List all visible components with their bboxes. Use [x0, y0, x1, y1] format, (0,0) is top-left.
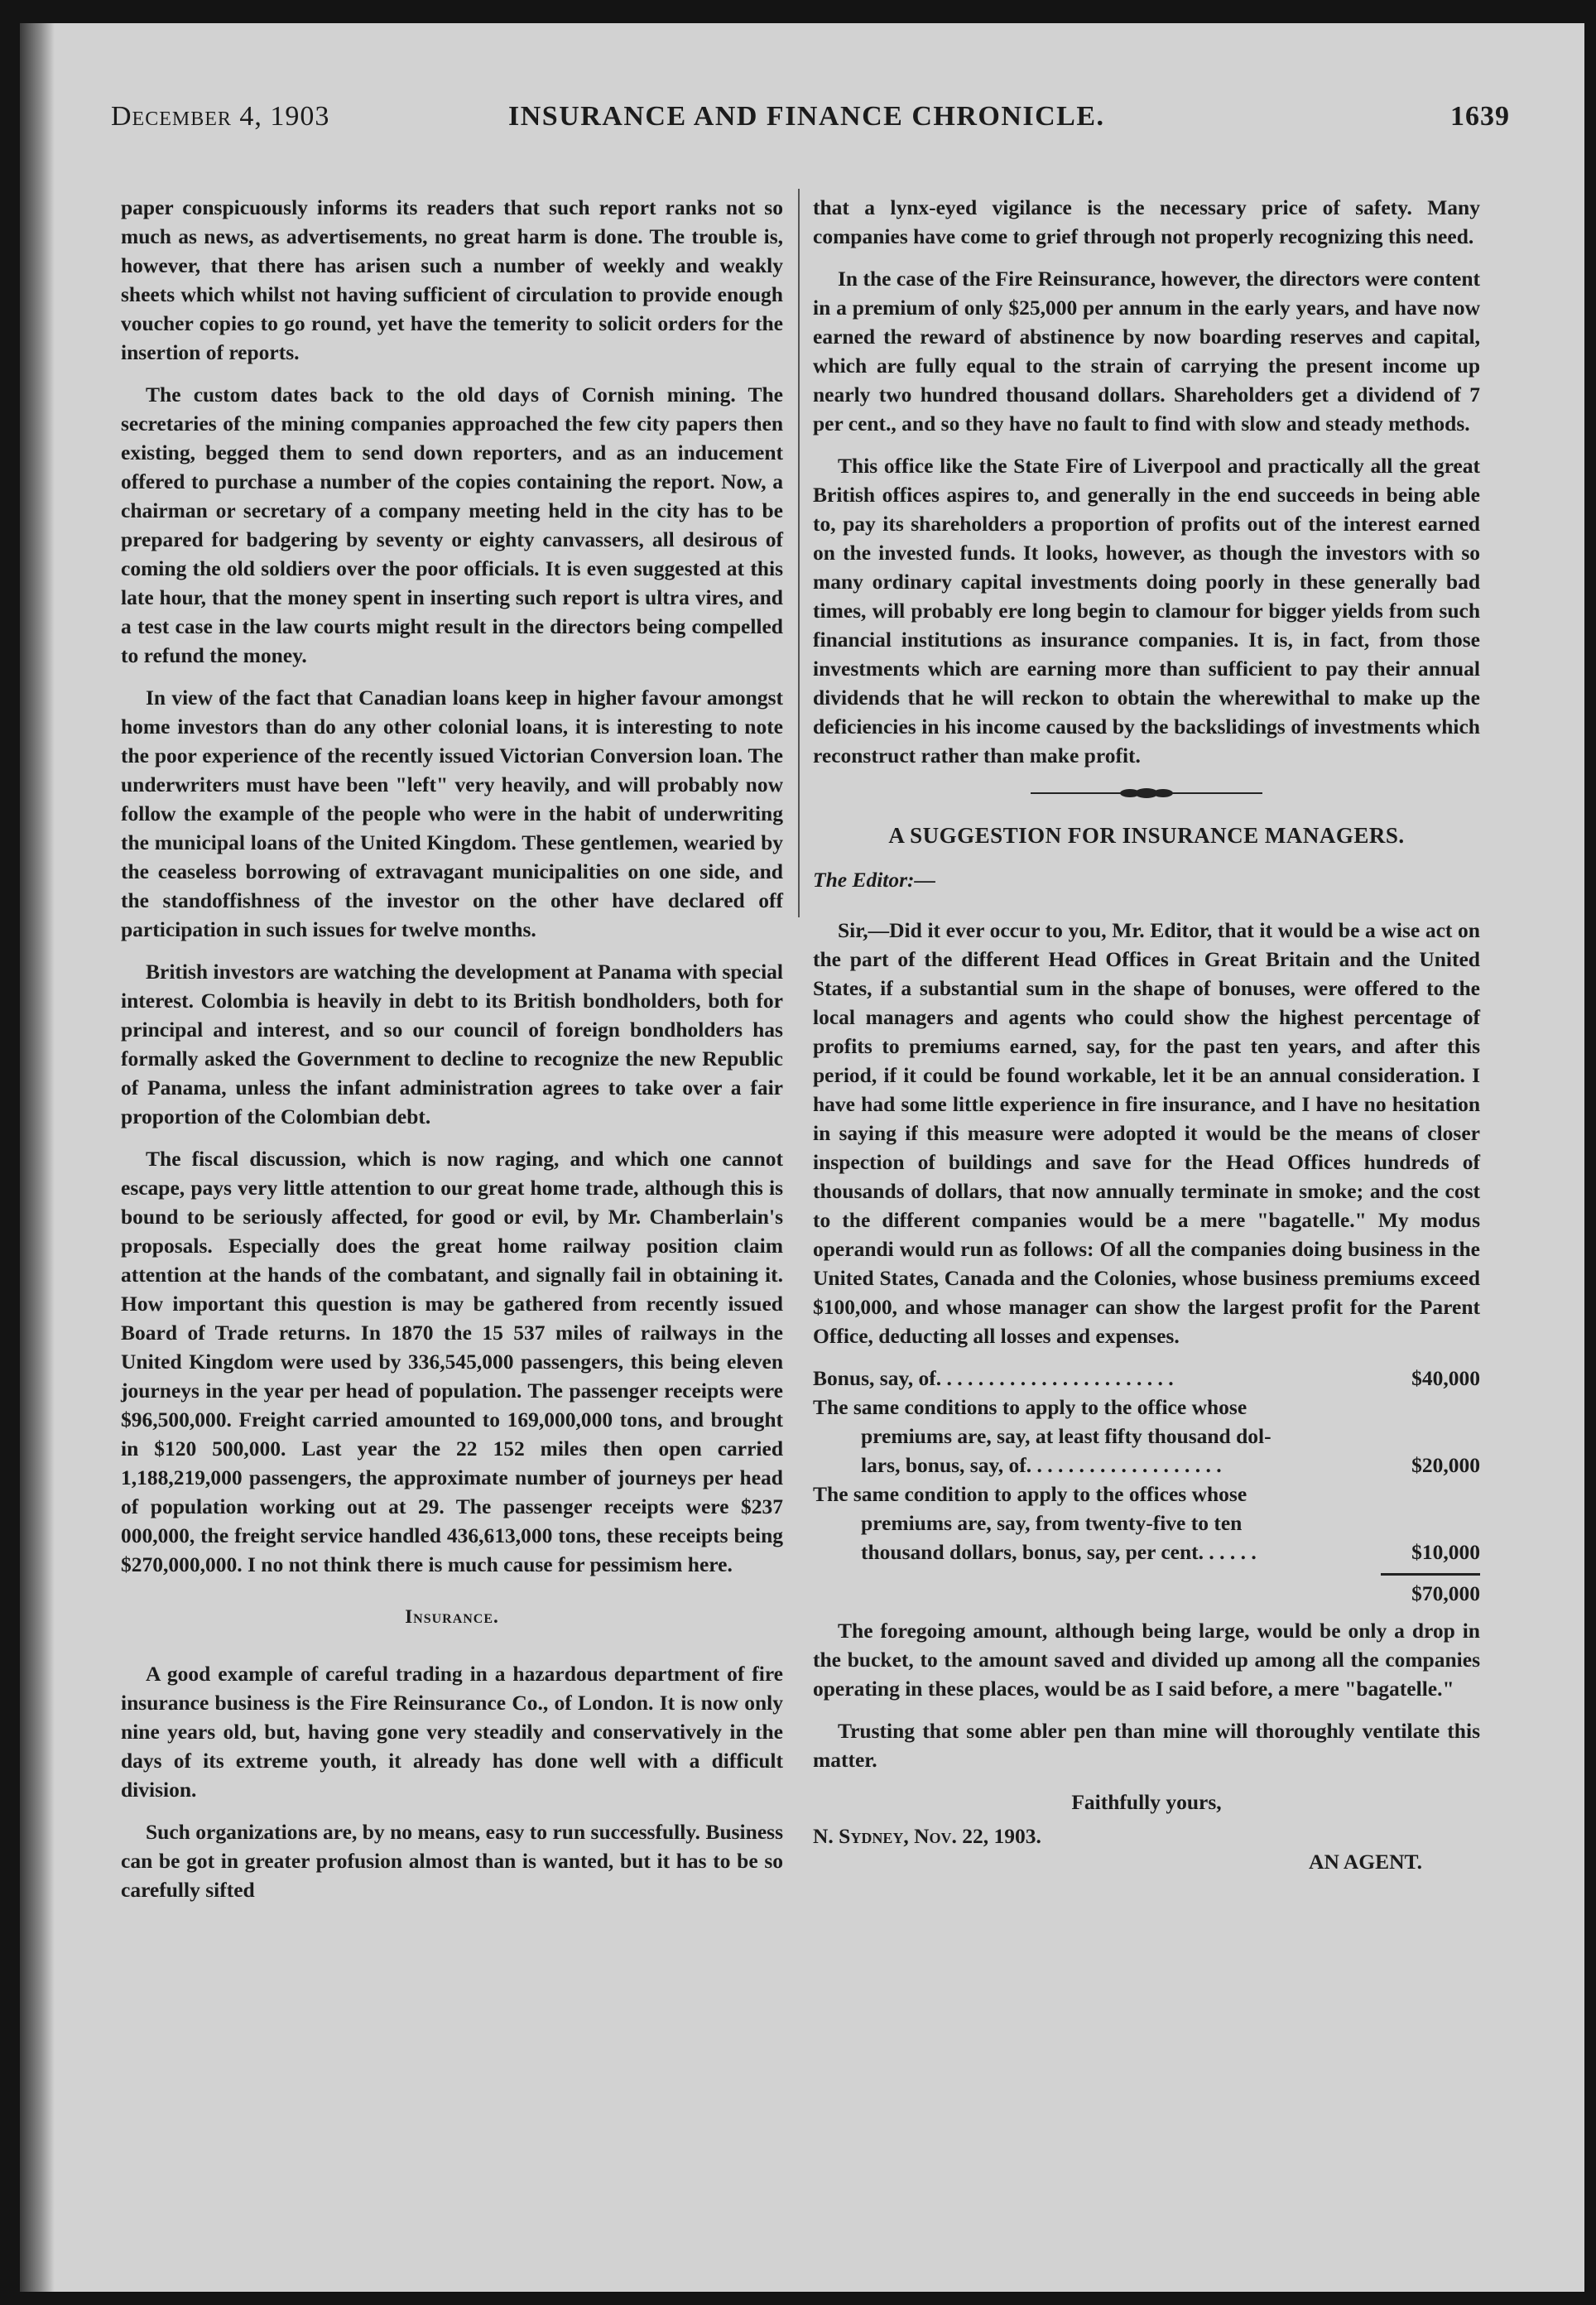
ledger-row [813, 1480, 1480, 1509]
ledger-desc: The same conditions to apply to the office whose [813, 1395, 1247, 1419]
paragraph: The custom dates back to the old days of Cornish mining. The secretaries of the mining companies approached the few city papers then existing, begged them to send down reporters, and as an inducement offered to purchase a number of the copies containing the report. Now, a chairman or secretary of a company meeting held in the city has to be prepared for badgering by seventy or eighty canvassers, all desirous of coming the old soldiers over the poor officials. It is even suggested at this late hour, that the money spent in inserting such report is ultra vires, and a test case in the law courts might result in the directors being compelled to refund the money. [121, 383, 783, 667]
ornament-divider-icon [1031, 787, 1262, 800]
signature: AN AGENT. [1309, 1850, 1422, 1874]
ledger-row [813, 1422, 1480, 1451]
journal-title: INSURANCE AND FINANCE CHRONICLE. [508, 101, 1105, 132]
salutation: The Editor:— [813, 868, 936, 892]
ledger-desc: lars, bonus, say, of. . . . . . . . . . . . . . . . . . . [861, 1453, 1222, 1477]
page-header [111, 94, 1510, 144]
paragraph: This office like the State Fire of Liverpool and practically all the great British offices aspires to, and generally in the end succeeds in being able to, pay its shareholders a proportion of profits out of the interest earned on the invested funds. It looks, however, as though the investors with so many ordinary capital investments doing poorly in these generally bad times, will probably ere long begin to clamour for bigger yields from such financial institutions as insurance companies. It is, in fact, from those investments which are earning more than sufficient to pay their annual dividends that he will reckon to obtain the wherewithal to make up the deficiencies in his income caused by the backslidings of investments which reconstruct rather than make profit. [813, 454, 1480, 768]
ledger-desc: premiums are, say, from twenty-five to ten [861, 1511, 1243, 1535]
ledger-desc: thousand dollars, bonus, say, per cent. . . . . . [861, 1540, 1257, 1564]
ledger-desc: premiums are, say, at least fifty thousand dol- [861, 1424, 1272, 1448]
place-date: N. Sydney, Nov. 22, 1903. [813, 1824, 1041, 1848]
section-heading: Insurance. [405, 1606, 499, 1627]
ledger-row [813, 1364, 1480, 1393]
ledger-desc: Bonus, say, of. . . . . . . . . . . . . . . . . . . . . . . [813, 1366, 1174, 1390]
newspaper-page [20, 23, 1584, 2292]
ledger-desc: The same condition to apply to the offices whose [813, 1482, 1247, 1506]
ledger-row [813, 1393, 1480, 1422]
paragraph: In the case of the Fire Reinsurance, however, the directors were content in a premium of only $25,000 per annum in the early years, and have now earned the reward of abstinence by now boarding reserves and capital, which are fully equal to the strain of carrying the present income up nearly two hundred thousand dollars. Shareholders get a dividend of 7 per cent., and so they have no fault to find with slow and steady methods. [813, 267, 1480, 435]
ledger-total: $70,000 [1411, 1581, 1480, 1605]
paragraph: In view of the fact that Canadian loans keep in higher favour amongst home investors than do any other colonial loans, it is interesting to note the poor experience of the recently issued Victorian Conversion loan. The underwriters must have been "left" very heavily, and will probably now follow the example of the people who were in the habit of underwriting the municipal loans of the United Kingdom. These gentlemen, wearied by the ceaseless borrowing of extravagant municipalities on one side, and the standoffishness of the investor on the other have declared off participation in such issues for twelve months. [121, 686, 783, 941]
ledger-row [813, 1451, 1480, 1480]
left-column [121, 193, 783, 1918]
paragraph: that a lynx-eyed vigilance is the necessary price of safety. Many companies have come to grief through not properly recognizing this need. [813, 195, 1480, 248]
ledger-row [813, 1537, 1480, 1566]
total-rule [1381, 1573, 1480, 1576]
column-divider [798, 189, 800, 917]
valediction: Faithfully yours, [1071, 1790, 1222, 1814]
paragraph: paper conspicuously informs its readers that such report ranks not so much as news, as advertisements, no great harm is done. The trouble is, however, that there has arisen such a number of weekly and weakly sheets which whilst not having sufficient of circulation to provide enough voucher copies to go round, yet have the temerity to solicit orders for the insertion of reports. [121, 195, 783, 364]
ledger-row [813, 1509, 1480, 1537]
paragraph: A good example of careful trading in a hazardous department of fire insurance business is the Fire Reinsurance Co., of London. It is now only nine years old, but, having gone very steadily and conservatively in the days of its extreme youth, it already has done well with a difficult division. [121, 1662, 783, 1802]
paragraph: British investors are watching the development at Panama with special interest. Colombia is heavily in debt to its British bondholders, both for principal and interest, and so our council of foreign bondholders has formally asked the Government to decline to recognize the new Republic of Panama, unless the infant administration agrees to take over a fair proportion of the Colombian debt. [121, 960, 783, 1128]
letter-paragraph: Trusting that some abler pen than mine will thoroughly ventilate this matter. [813, 1719, 1480, 1772]
right-column [813, 193, 1480, 1876]
ledger-amount: $40,000 [1411, 1366, 1480, 1390]
article-title: A SUGGESTION FOR INSURANCE MANAGERS. [888, 823, 1405, 848]
paragraph: The fiscal discussion, which is now raging, and which one cannot escape, pays very little attention to our great home trade, although this is bound to be seriously affected, for good or evil, by Mr. Chamberlain's proposals. Especially does the great home railway position claim attention at the hands of the combatant, and signally fail in obtaining it. How important this question is may be gathered from recently issued Board of Trade returns. In 1870 the 15 537 miles of railways in the United Kingdom were used by 336,545,000 passengers, this being eleven journeys in the year per head of population. The passenger receipts were $96,500,000. Freight carried amounted to 169,000,000 tons, and brought in $120 500,000. Last year the 22 152 miles then open carried 1,188,219,000 passengers, the approximate number of journeys per head of population working out at 29. The passenger receipts were $237 000,000, the freight service handled 436,613,000 tons, these receipts being $270,000,000. I no not think there is much cause for pessimism here. [121, 1147, 783, 1576]
letter-paragraph: Sir,—Did it ever occur to you, Mr. Editor, that it would be a wise act on the part of the different Head Offices in Great Britain and the United States, if a substantial sum in the shape of bonuses, were offered to the local managers and agents who could show the highest percentage of profits to premiums earned, say, for the past ten years, and after this period, if it could be found workable, let it be an annual consideration. I have had some little experience in fire insurance, and I have no hesitation in saying if this measure were adopted it would be the means of closer inspection of buildings and save for the Head Offices hundreds of thousands of dollars, that now annually terminate in smoke; and the cost to the different companies would be a mere "bagatelle." My modus operandi would run as follows: Of all the companies doing business in the United States, Canada and the Colonies, whose business premiums exceed $100,000, and whose manager can show the largest profit for the Parent Office, deducting all losses and expenses. [813, 918, 1480, 1348]
paragraph: Such organizations are, by no means, easy to run successfully. Business can be got in greater profusion almost than is wanted, but it has to be so carefully sifted [121, 1820, 783, 1902]
issue-date: December 4, 1903 [111, 101, 330, 132]
ledger-amount: $10,000 [1411, 1540, 1480, 1564]
ledger-amount: $20,000 [1411, 1453, 1480, 1477]
page-number: 1639 [1450, 101, 1510, 132]
letter-paragraph: The foregoing amount, although being large, would be only a drop in the bucket, to the amount saved and divided up among all the companies operating in these places, would be as I said before, a mere "bagatelle." [813, 1619, 1480, 1701]
bonus-schedule [813, 1364, 1480, 1608]
